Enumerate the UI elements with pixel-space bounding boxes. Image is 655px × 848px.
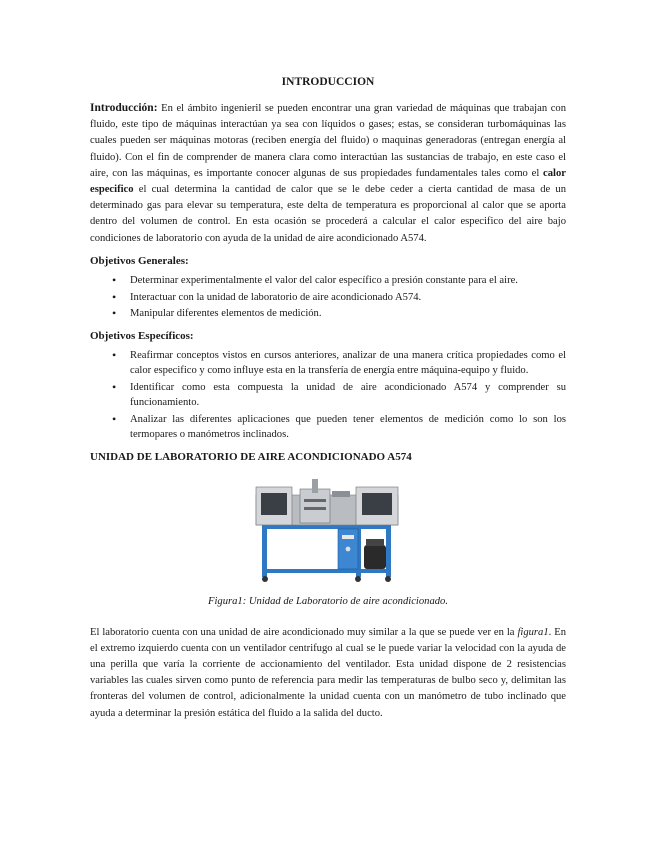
figure	[90, 473, 566, 590]
objetivos-especificos-list	[90, 348, 566, 443]
objetivos-especificos-title: Objetivos Específicos:	[90, 329, 194, 342]
list-item: • Reafirmar conceptos vistos en cursos anteriores, analizar de una manera crítica propiedades como el calor especifico y como influye esta en la transfería de energía entre máquina-equipo y fluido.	[130, 348, 566, 379]
list-item: • Analizar las diferentes aplicaciones que pueden tener elementos de medición como lo son los termopares o manómetros inclinados.	[130, 412, 566, 443]
intro-paragraph	[90, 100, 566, 247]
intro-text-2: el cual determina la cantidad de calor que se le debe ceder a cierta cantidad de masa de un determinado gas para elevar su temperatura, este delta de temperatura es proporcional al calor que se aporta dentro del volumen de control. En esta ocasión se procederá a calcular el calor especifico del aire bajo condiciones de laboratorio con ayuda de la unidad de aire acondicionado A574.	[90, 184, 566, 244]
page-heading: INTRODUCCION	[281, 76, 375, 88]
list-item: • Identificar como esta compuesta la unidad de aire acondicionado A574 y comprender su funcionamiento.	[130, 380, 566, 411]
unit-text-1: El laboratorio cuenta con una unidad de aire acondicionado muy similar a la que se puede ver en la	[90, 626, 518, 638]
figure-caption: Figura1: Unidad de Laboratorio de aire acondicionado.	[207, 595, 448, 607]
unit-section-title: UNIDAD DE LABORATORIO DE AIRE ACONDICIONADO A574	[90, 450, 412, 463]
air-conditioning-unit-illustration	[248, 473, 408, 585]
unit-paragraph	[90, 625, 566, 722]
list-item: • Determinar experimentalmente el valor del calor específico a presión constante para el aire.	[130, 273, 566, 288]
intro-bold-term: calor especifico	[90, 167, 566, 196]
list-item: • Manipular diferentes elementos de medición.	[130, 306, 566, 321]
document-page	[90, 70, 566, 722]
list-item: • Interactuar con la unidad de laboratorio de aire acondicionado A574.	[130, 290, 566, 305]
unit-text-2: . En el extremo izquierdo cuenta con un ventilador centrifugo al cual se le puede variar la velocidad con la ayuda de una perilla que varía la corriente de accionamiento del ventilador. Esta unidad dispone de 2 resistencias variables las cuales sirven como punto de referencia para medir las temperaturas de bulbo seco y, delimitan las fronteras del volumen de control, adicionalmente la unidad cuenta con un manómetro de tubo inclinado que ayuda a determinar la presión estática del fluido a la salida del ducto.	[90, 626, 566, 719]
objetivos-generales-list	[90, 273, 566, 322]
objetivos-generales-title: Objetivos Generales:	[90, 254, 189, 267]
intro-text-1: En el ámbito ingenieril se pueden encontrar una gran variedad de máquinas que trabajan con fluido, este tipo de máquinas interactúan ya sea con líquidos o gases; estas, se consideran turbomáquinas las cuales pueden ser máquinas motoras (reciben energía del fluido) o maquinas generadoras (entregan energía al fluido). Con el fin de comprender de manera clara como interactúan las sustancias de trabajo, en este caso el aire, con las máquinas, es importante conocer algunas de sus propiedades fundamentales tales como el	[90, 103, 566, 179]
figure-reference: figura1	[517, 626, 549, 638]
intro-lead: Introducción:	[90, 102, 158, 114]
